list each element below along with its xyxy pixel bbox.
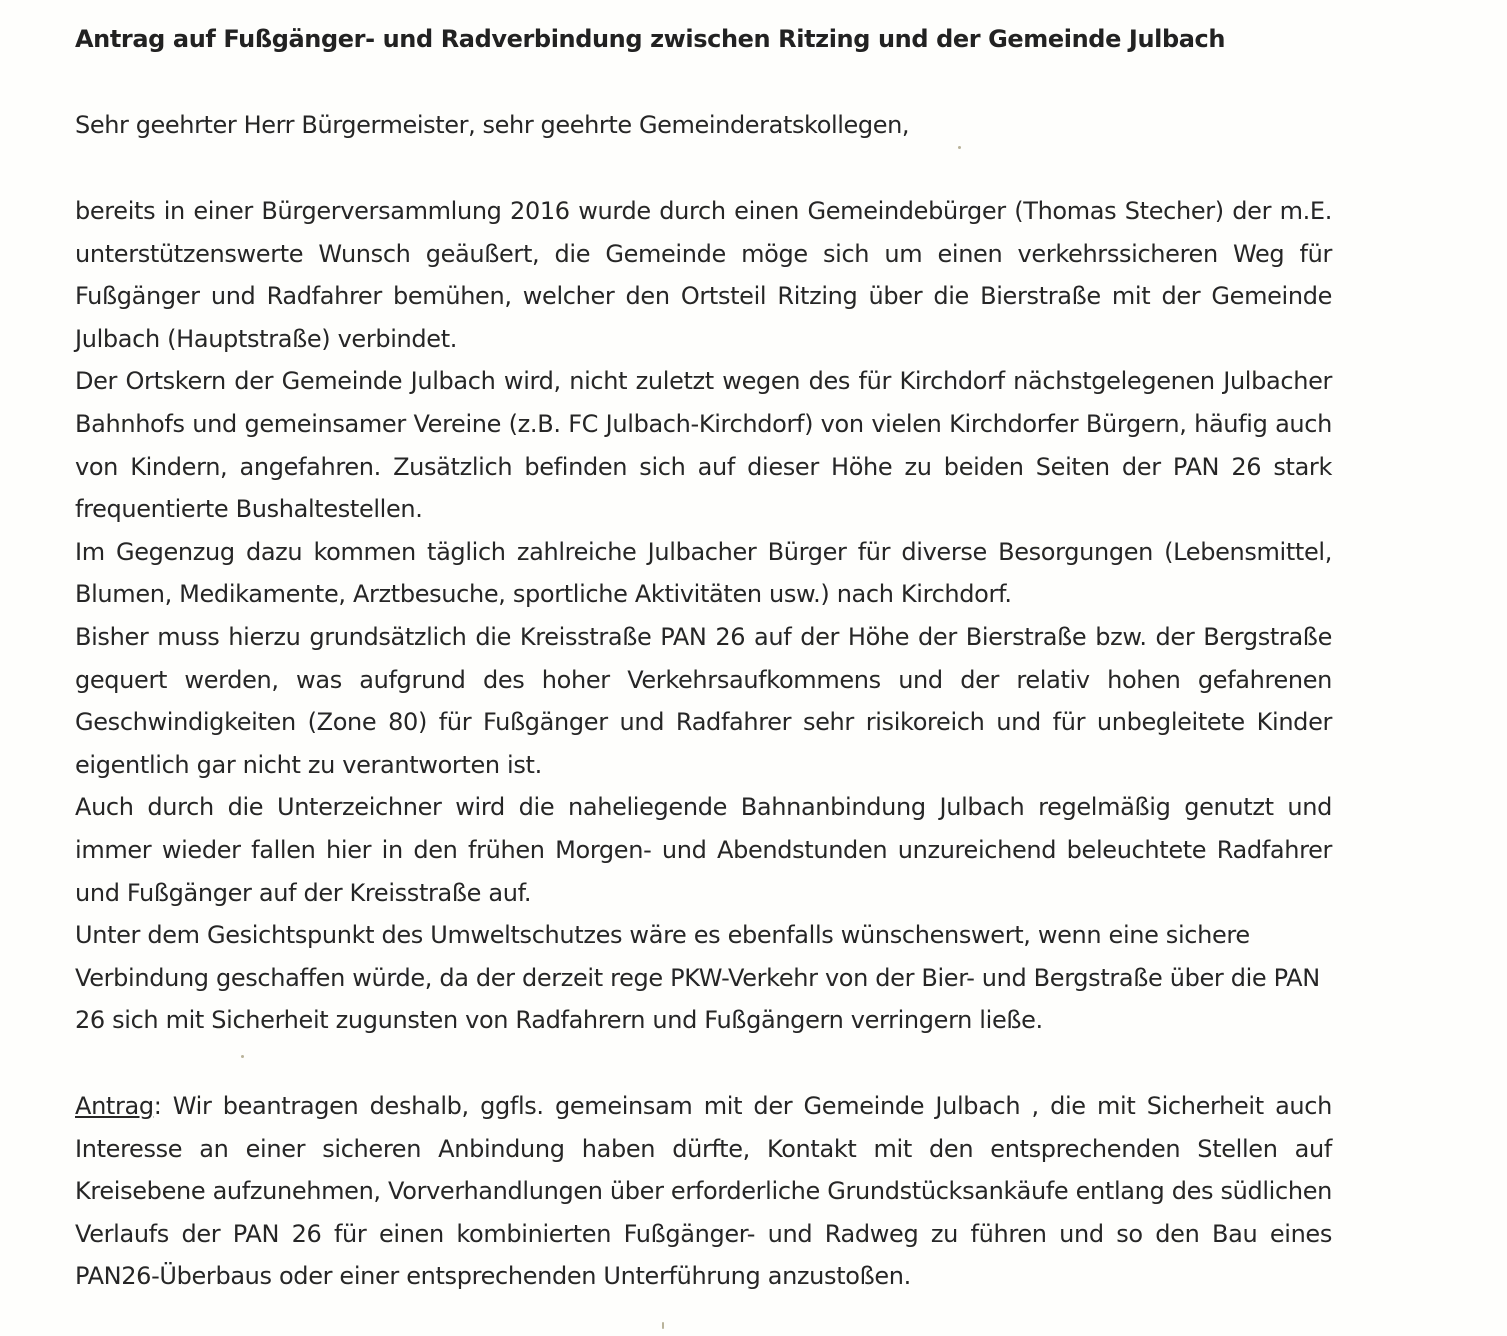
- antrag-label: Antrag: [75, 1092, 154, 1120]
- body-paragraph: Der Ortskern der Gemeinde Julbach wird, nicht zuletzt wegen des für Kirchdorf nächstgelegenen Julbacher Bahnhofs und gemeinsamer Vereine (z.B. FC Julbach-Kirchdorf) von vielen Kirchdorfer Bürgern, häufig auch von Kindern, angefahren. Zusätzlich befinden sich auf dieser Höhe zu beiden Seiten der PAN 26 stark frequentierte Bushaltestellen.: [75, 367, 1332, 524]
- letter-title: Antrag auf Fußgänger- und Radverbindung zwischen Ritzing und der Gemeinde Julbach: [75, 25, 1226, 53]
- scan-speck: [958, 146, 961, 149]
- body-paragraph: Auch durch die Unterzeichner wird die naheliegende Bahnanbindung Julbach regelmäßig genutzt und immer wieder fallen hier in den frühen Morgen- und Abendstunden unzureichend beleuchtete Radfahrer und Fußgänger auf der Kreisstraße auf.: [75, 793, 1332, 907]
- antrag-paragraph: [75, 1085, 1332, 1298]
- body-paragraph: Bisher muss hierzu grundsätzlich die Kreisstraße PAN 26 auf der Höhe der Bierstraße bzw. der Bergstraße gequert werden, was aufgrund des hoher Verkehrsaufkommens und der relativ hohen gefahrenen Geschwindigkeiten (Zone 80) für Fußgänger und Radfahrer sehr risikoreich und für unbegleitete Kinder eigentlich gar nicht zu verantworten ist.: [75, 622, 1332, 779]
- scan-speck: [241, 1055, 244, 1058]
- salutation: Sehr geehrter Herr Bürgermeister, sehr geehrte Gemeinderatskollegen,: [75, 111, 910, 139]
- antrag-text: : Wir beantragen deshalb, ggfls. gemeinsam mit der Gemeinde Julbach , die mit Sicherheit auch Interesse an einer sicheren Anbindung haben dürfte, Kontakt mit den entsprechenden Stellen auf Kreisebene aufzunehmen, Vorverhandlungen über erforderliche Grundstücksankäufe entlang des südlichen Verlaufs der PAN 26 für einen kombinierten Fußgänger- und Radweg zu führen und so den Bau eines PAN26-Überbaus oder einer entsprechenden Unterführung anzustoßen.: [75, 1092, 1332, 1291]
- scan-speck: [662, 1322, 664, 1329]
- body-paragraph: Im Gegenzug dazu kommen täglich zahlreiche Julbacher Bürger für diverse Besorgungen (Lebensmittel, Blumen, Medikamente, Arztbesuche, sportliche Aktivitäten usw.) nach Kirchdorf.: [75, 537, 1332, 609]
- letter-body: [75, 190, 1332, 1042]
- body-paragraph: Unter dem Gesichtspunkt des Umweltschutzes wäre es ebenfalls wünschenswert, wenn eine sichere Verbindung geschaffen würde, da der derzeit rege PKW-Verkehr von der Bier- und Bergstraße über die PAN 26 sich mit Sicherheit zugunsten von Radfahrern und Fußgängern verringern ließe.: [75, 921, 1320, 1035]
- body-paragraph: bereits in einer Bürgerversammlung 2016 wurde durch einen Gemeindebürger (Thomas Stecher) der m.E. unterstützenswerte Wunsch geäußert, die Gemeinde möge sich um einen verkehrssicheren Weg für Fußgänger und Radfahrer bemühen, welcher den Ortsteil Ritzing über die Bierstraße mit der Gemeinde Julbach (Hauptstraße) verbindet.: [75, 197, 1332, 353]
